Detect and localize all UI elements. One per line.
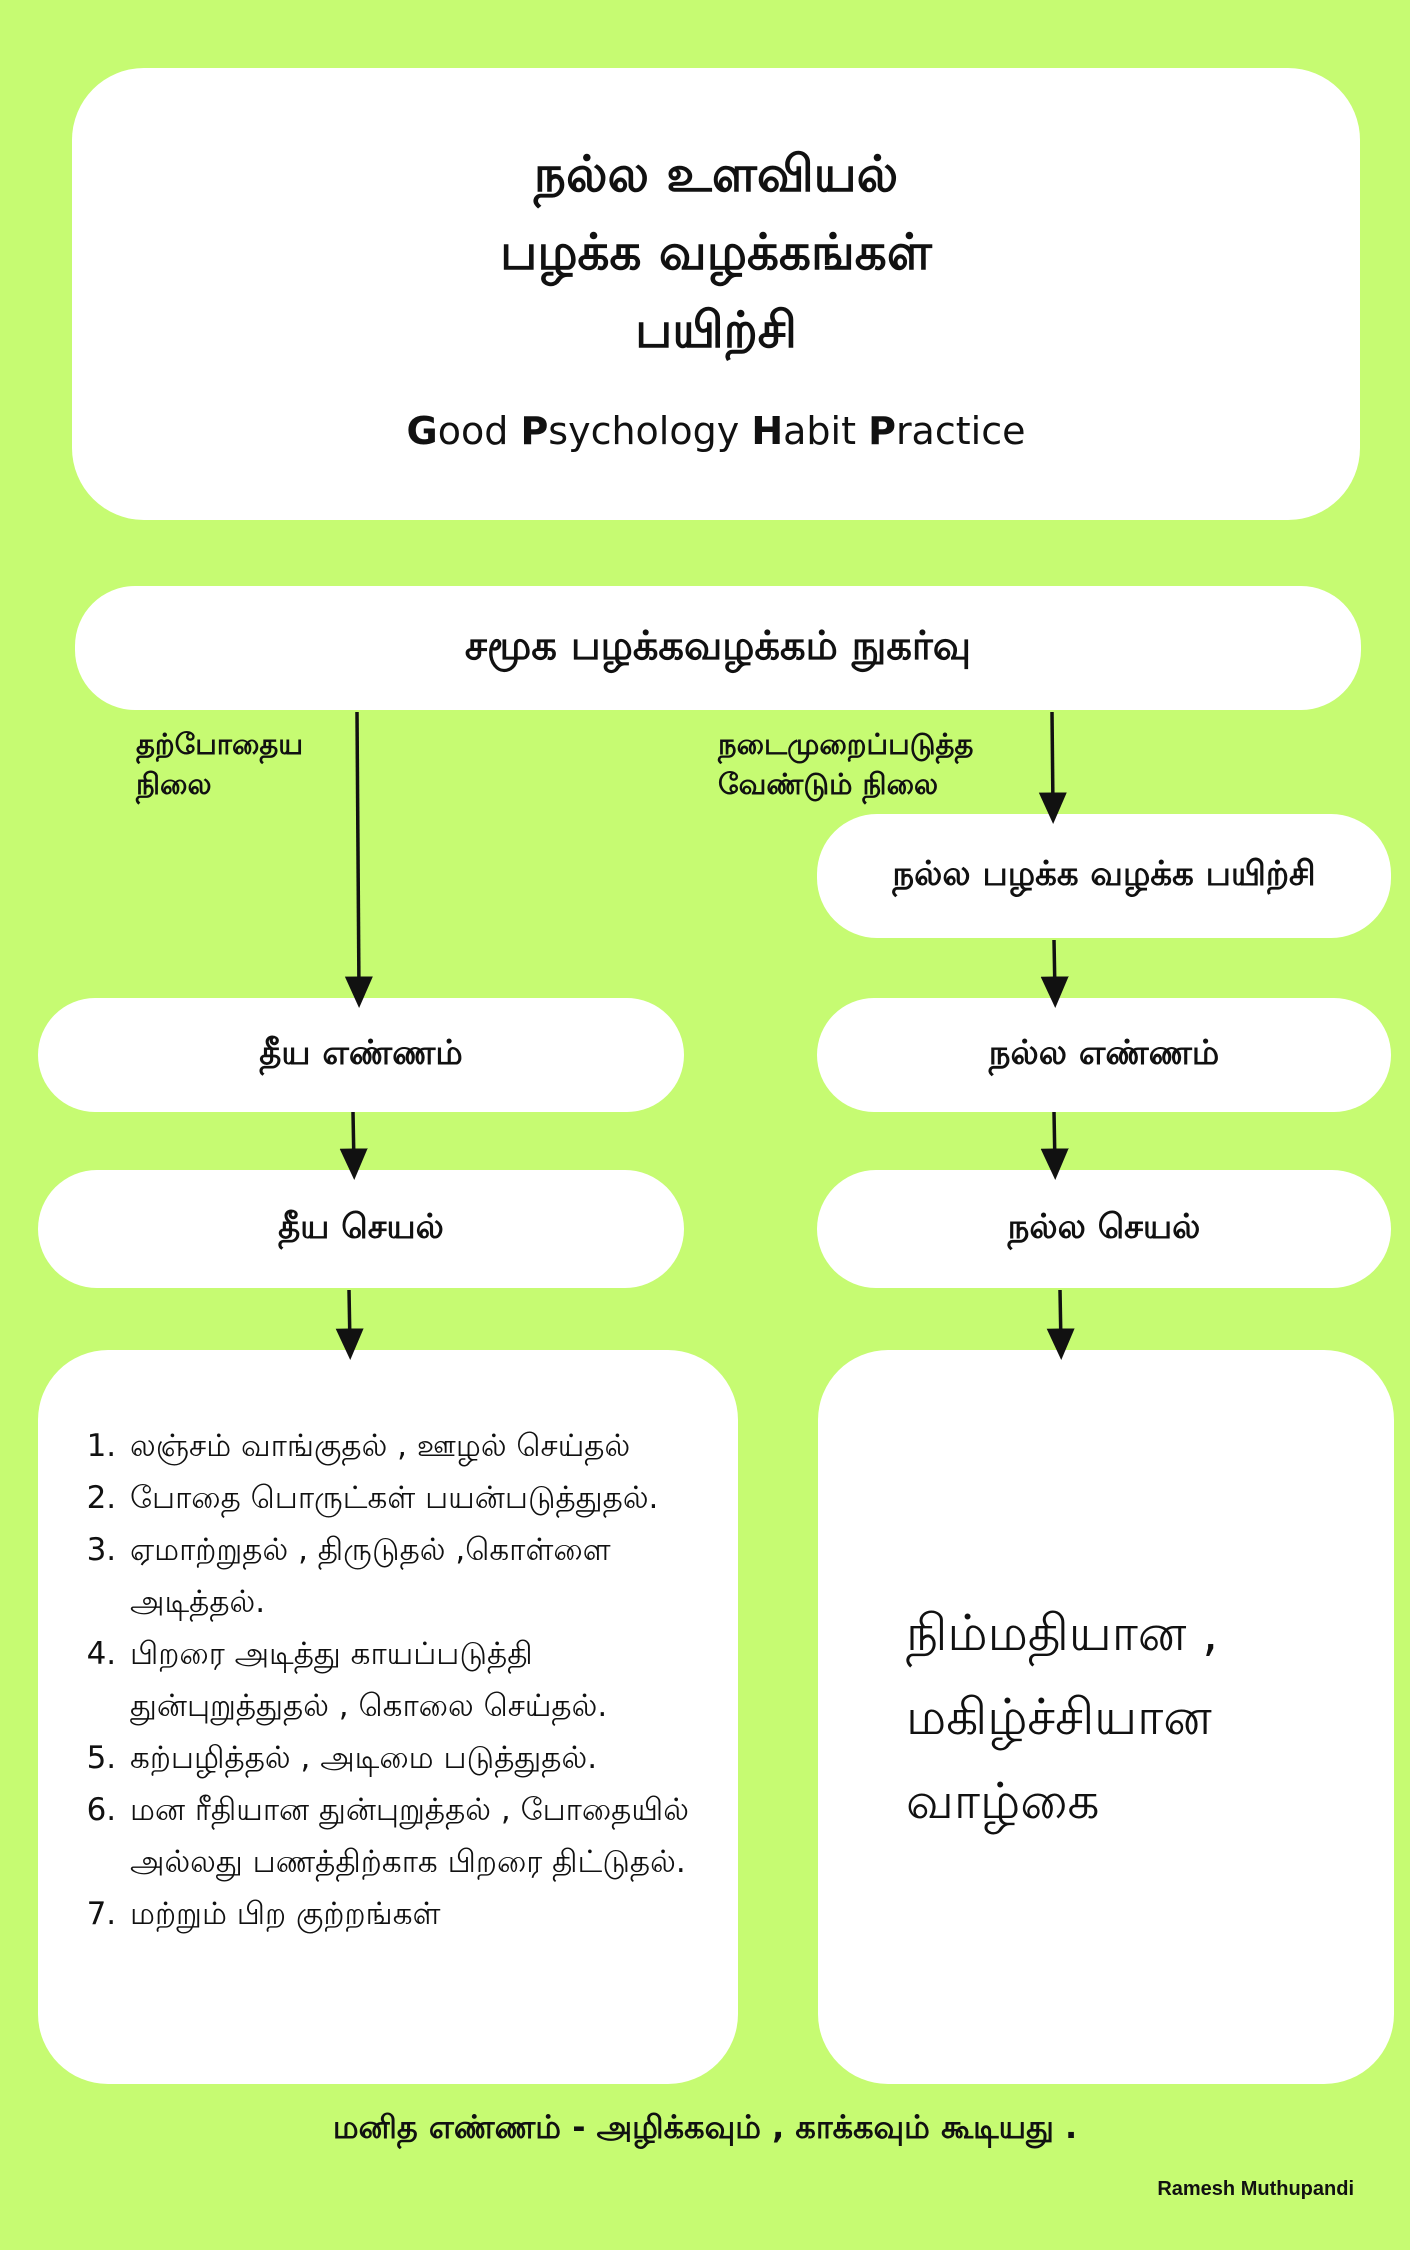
current-state-line-1: தற்போதைய [136, 727, 304, 761]
bad-thought-label: தீய எண்ணம் [259, 1033, 463, 1073]
required-state-line-1: நடைமுறைப்படுத்த [718, 727, 974, 761]
list-item: 3. ஏமாற்றுதல் , திருடுதல் ,கொள்ளை அடித்தல். [126, 1524, 718, 1628]
list-item: 5. கற்பழித்தல் , அடிமை படுத்துதல். [126, 1732, 718, 1784]
arrow-to-bad-outcomes [349, 1290, 350, 1346]
list-item: 2. போதை பொருட்கள் பயன்படுத்துதல். [126, 1472, 718, 1524]
tamil-title-line-1: நல்ல உளவியல் [533, 145, 899, 203]
subtitle-ractice: ractice [895, 409, 1026, 453]
good-habit-practice-label: நல்ல பழக்க வழக்க பயிற்சி [892, 854, 1316, 894]
arrow-to-good-thought [1054, 940, 1055, 994]
author-credit: Ramesh Muthupandi [1157, 2178, 1354, 2200]
good-outcome-line-2: மகிழ்ச்சியான [906, 1688, 1212, 1746]
list-item: 7. மற்றும் பிற குற்றங்கள் [126, 1888, 718, 1940]
arrow-to-practice [1052, 712, 1053, 810]
subtitle-p: P [520, 409, 549, 453]
subtitle-p2: P [868, 409, 896, 453]
arrow-to-good-action [1054, 1112, 1055, 1166]
good-thought-label: நல்ல எண்ணம் [988, 1033, 1220, 1073]
list-item: 1. லஞ்சம் வாங்குதல் , ஊழல் செய்தல் [126, 1420, 718, 1472]
good-outcome-line-3: வாழ்கை [906, 1772, 1100, 1830]
bad-action-label: தீய செயல் [278, 1207, 444, 1247]
list-item: 6. மன ரீதியான துன்புறுத்தல் , போதையில் அல்லது பணத்திற்காக பிறரை திட்டுதல். [126, 1784, 718, 1888]
arrow-to-good-outcome [1060, 1290, 1061, 1346]
required-state-line-2: வேண்டும் நிலை [718, 767, 939, 801]
arrow-to-bad-thought [357, 712, 359, 994]
subtitle-abit: abit [783, 409, 869, 453]
subtitle-sychology: sychology [548, 409, 752, 453]
subtitle-ood: ood [437, 409, 521, 453]
current-state-line-2: நிலை [136, 767, 212, 801]
footer-message: மனித எண்ணம் - அழிக்கவும் , காக்கவும் கூடியது . [332, 2108, 1078, 2146]
good-action-label: நல்ல செயல் [1007, 1207, 1201, 1247]
social-habit-label: சமூக பழக்கவழக்கம் நுகர்வு [464, 622, 972, 669]
subtitle-g: G [406, 409, 438, 453]
list-item: 4. பிறரை அடித்து காயப்படுத்தி துன்புறுத்துதல் , கொலை செய்தல். [126, 1628, 718, 1732]
tamil-title-line-3: பயிற்சி [635, 301, 797, 359]
arrow-to-bad-action [353, 1112, 354, 1166]
tamil-title-line-2: பழக்க வழக்கங்கள் [500, 223, 932, 281]
good-outcome-line-1: நிம்மதியான , [906, 1604, 1219, 1662]
subtitle-h: H [751, 409, 784, 453]
